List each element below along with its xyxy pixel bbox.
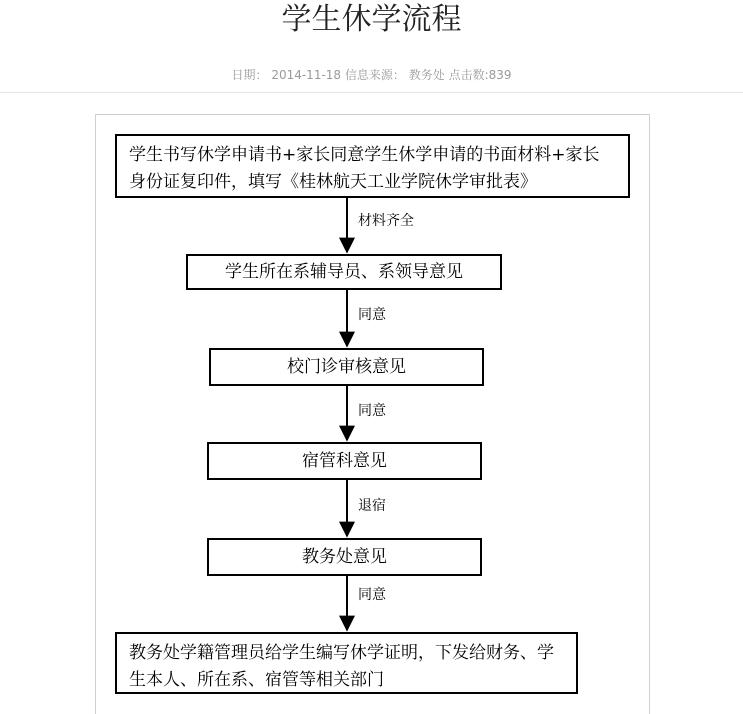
transition-label: 同意 [358,307,386,323]
transition-label: 材料齐全 [358,213,414,229]
step-apply: 学生书写休学申请书+家长同意学生休学申请的书面材料+家长身份证复印件，填写《桂林航天工业学院休学审批表》 [115,134,630,198]
transition-label: 同意 [358,403,386,419]
source-value: 教务处 [408,68,445,82]
source-label: 信息来源： [344,68,405,82]
click-count-label: 点击数: [448,68,489,82]
transition-label: 同意 [358,587,386,603]
step-department-opinion: 学生所在系辅导员、系领导意见 [186,254,502,290]
step-dorm-opinion: 宿管科意见 [207,442,482,480]
transition-label: 退宿 [358,498,386,514]
date-label: 日期： [231,68,268,82]
click-count-value: 839 [488,68,512,82]
step-issue-certificate: 教务处学籍管理员给学生编写休学证明，下发给财务、学生本人、所在系、宿管等相关部门 [115,632,578,694]
step-clinic-review: 校门诊审核意见 [209,348,484,386]
header-divider [0,92,743,93]
page-title: 学生休学流程 [281,2,462,37]
step-academic-affairs-opinion: 教务处意见 [207,538,482,576]
date-value: 2014-11-18 [271,68,342,82]
article-meta [0,66,743,84]
